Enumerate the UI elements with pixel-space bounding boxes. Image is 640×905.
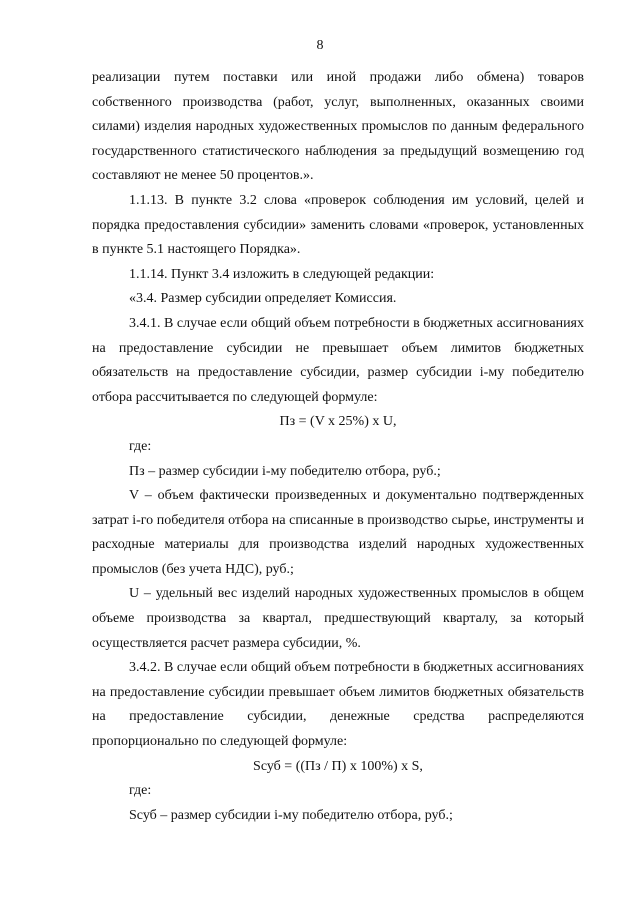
page-number: 8 xyxy=(316,38,324,53)
definition-pz: Пз – размер субсидии i-му победителю отбора, руб.; xyxy=(129,463,441,479)
paragraph-continuation: реализации путем поставки или иной продажи либо обмена) товаров собственного производства (работ, услуг, выполненных, оказанных своими силами) изделия народных художественных промыслов по данным федерального государственного статистического наблюдения за предыдущий возмещению год составляют не менее 50 процентов.». xyxy=(92,70,584,184)
definition-ssub: Sсуб – размер субсидии i-му победителю отбора, руб.; xyxy=(129,807,453,823)
formula-ssub: Sсуб = ((Пз / П) x 100%) x S, xyxy=(253,758,423,774)
paragraph-3-4-1: 3.4.1. В случае если общий объем потребности в бюджетных ассигнованиях на предоставление субсидии не превышает объем лимитов бюджетных обязательств на предоставление субсидии, размер субсидии i-му победителю отбора рассчитывается по следующей формуле: xyxy=(92,315,584,405)
formula-pz: Пз = (V x 25%) x U, xyxy=(279,414,397,430)
definition-u: U – удельный вес изделий народных художественных промыслов в общем объеме производства за квартал, предшествующий кварталу, за который осуществляется расчет размера субсидии, %. xyxy=(92,586,584,651)
definition-v: V – объем фактически произведенных и документально подтвержденных затрат i-го победителя отбора на списанные в производство сырье, инструменты и расходные материалы для производства изделий народных художественных промыслов (без учета НДС), руб.; xyxy=(92,488,584,577)
document-body xyxy=(92,66,584,828)
paragraph-3-4-2: 3.4.2. В случае если общий объем потребности в бюджетных ассигнованиях на предоставление субсидии превышает объем лимитов бюджетных обязательств на предоставление субсидии, денежные средства распределяются пропорционально по следующей формуле: xyxy=(92,660,584,750)
where-label: где: xyxy=(129,438,152,454)
paragraph-3-4: «3.4. Размер субсидии определяет Комиссия. xyxy=(129,291,397,307)
paragraph-1-1-13: 1.1.13. В пункте 3.2 слова «проверок соблюдения им условий, целей и порядка предоставления субсидии» заменить словами «проверок, установленных в пункте 5.1 настоящего Порядка». xyxy=(92,192,584,258)
where-label-2: где: xyxy=(129,783,152,799)
paragraph-1-1-14: 1.1.14. Пункт 3.4 изложить в следующей редакции: xyxy=(129,266,435,282)
